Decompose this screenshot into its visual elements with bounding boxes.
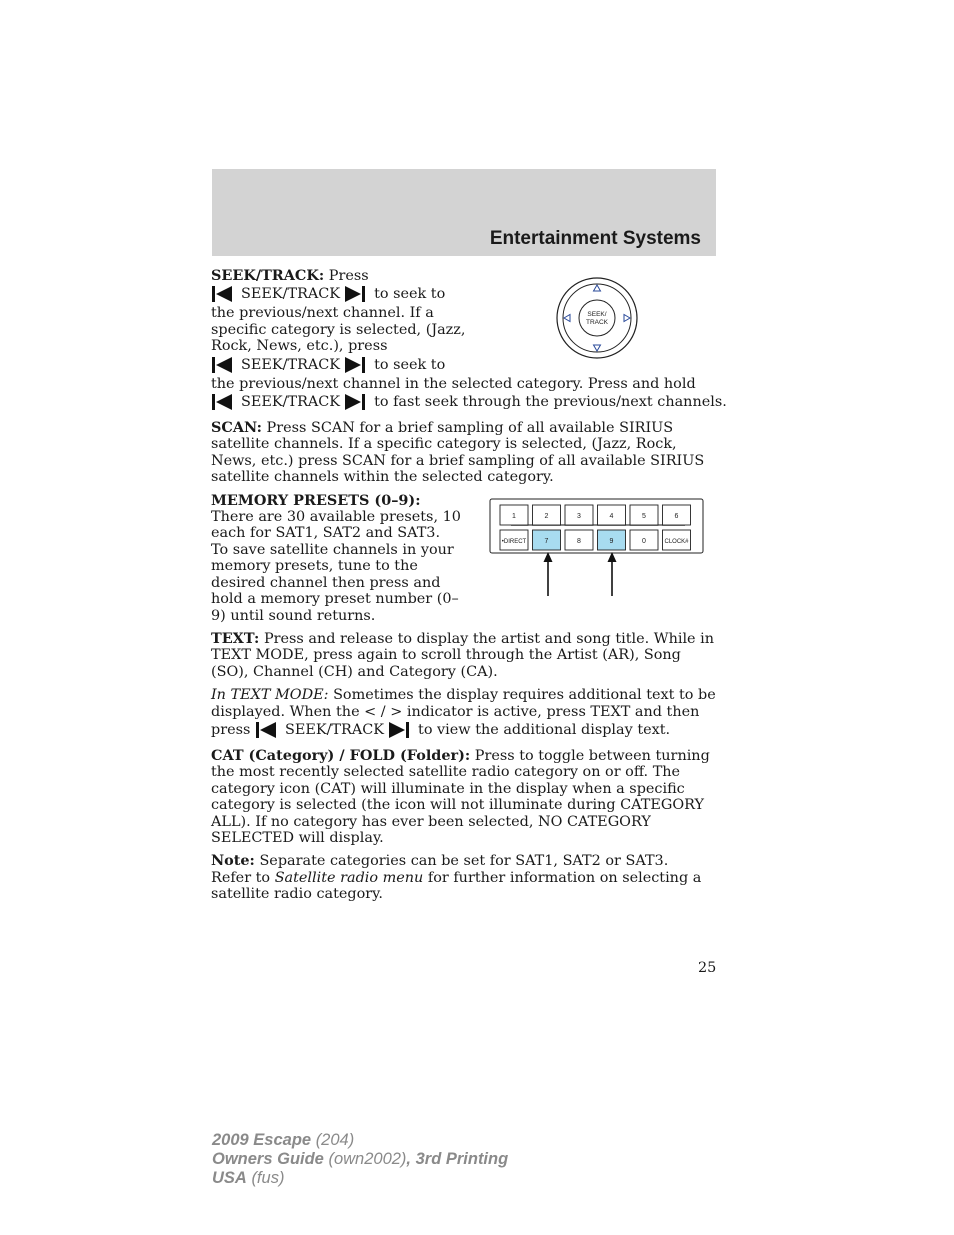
seek-button-line <box>211 284 716 305</box>
seek-previous-icon <box>211 356 233 374</box>
seek-track-section <box>211 267 727 413</box>
note-reference-title: Satellite radio menu <box>274 869 424 886</box>
cat-term: CAT (Category) / FOLD (Folder): <box>211 746 471 764</box>
seek-previous-icon <box>211 285 233 303</box>
footer-line-1: 2009 Escape (204) <box>212 1131 355 1149</box>
preset-key-label: 7 <box>544 538 549 545</box>
text-mode-lead: In TEXT MODE: <box>211 687 329 704</box>
text-term: TEXT: <box>211 629 260 647</box>
seek-after-1: to seek to <box>374 286 446 303</box>
header-band <box>212 169 716 256</box>
seek-after-3: to fast seek through the previous/next channels. <box>374 394 727 411</box>
memory-term: MEMORY PRESETS (0–9): <box>211 491 421 509</box>
seek-button-label: SEEK/TRACK <box>241 286 341 303</box>
note-line-1: Separate categories can be set for SAT1, SAT2 or SAT3. <box>259 853 669 870</box>
seek-press: Press <box>328 268 369 284</box>
cat-body: Press to toggle between turning the most recently selected satellite radio category on or off. The category icon (CAT) will illuminate in the display when a specific category is selected (the icon will not illuminate during CATEGORY ALL). If no category has ever been selected, NO CATEGORY SELECTED will display. <box>211 747 710 846</box>
footer <box>212 1131 508 1188</box>
preset-key-label: 2 <box>544 513 549 520</box>
preset-key-label: •DIRECT <box>501 539 527 545</box>
page-number: 25 <box>698 960 717 976</box>
scan-term: SCAN: <box>211 419 262 437</box>
preset-key-label: 0 <box>642 538 646 545</box>
note-refer: Refer to <box>211 869 271 886</box>
seek-button-line <box>211 355 716 376</box>
preset-key-label: 9 <box>609 538 614 545</box>
preset-key-label: 8 <box>577 538 581 545</box>
seek-after-2: to seek to <box>374 356 446 373</box>
footer-line-3: USA (fus) <box>212 1169 285 1187</box>
text-mode-section <box>211 687 716 741</box>
seek-previous-icon <box>211 393 233 411</box>
seek-term: SEEK/TRACK: <box>211 267 325 284</box>
seek-previous-icon <box>255 721 277 739</box>
note-section <box>211 853 716 902</box>
section-title: Entertainment Systems <box>489 228 701 249</box>
footer-line-2: Owners Guide (own2002), 3rd Printing <box>212 1150 509 1168</box>
seek-next-icon <box>344 285 366 303</box>
seek-button-label: SEEK/TRACK <box>284 721 385 738</box>
dial-label-line1: SEEK/ <box>587 311 607 318</box>
seek-button-label: SEEK/TRACK <box>241 356 341 373</box>
seek-button-label: SEEK/TRACK <box>241 394 341 411</box>
preset-key-label: CLOCK# <box>664 539 689 545</box>
seek-next-icon <box>388 721 410 739</box>
seek-button-line <box>211 392 727 413</box>
text-mode-after: to view the additional display text. <box>418 721 671 738</box>
note-reference-rest: for further information on selecting a satellite radio category. <box>211 869 702 903</box>
note-term: Note: <box>211 852 255 870</box>
page-content <box>211 267 727 910</box>
text-mode-button-line <box>211 720 716 741</box>
seek-text-5: the previous/next channel in the selected category. Press and hold <box>211 375 696 392</box>
preset-key-label: 3 <box>577 513 581 520</box>
seek-next-icon <box>344 356 366 374</box>
scan-body: Press SCAN for a brief sampling of all available SIRIUS satellite channels. If a specific category is selected, (Jazz, Rock, News, etc.) press SCAN for a brief sampling of all available SIRIUS satellite channels within the selected category. <box>211 420 705 486</box>
preset-key-label: 5 <box>642 513 646 520</box>
preset-key-label: 4 <box>609 513 614 520</box>
seek-text-3: specific category is selected, (Jazz, <box>211 321 466 338</box>
text-body: Press and release to display the artist and song title. While in TEXT MODE, press again to scroll through the Artist (AR), Song (SO), Channel (CH) and Category (CA). <box>211 630 715 680</box>
seek-text-4: Rock, News, etc.), press <box>211 338 388 355</box>
seek-text-2: the previous/next channel. If a <box>211 305 434 322</box>
memory-body: There are 30 available presets, 10 each for SAT1, SAT2 and SAT3. To save satellite channels in your memory presets, tune to the desired channel then press and hold a memory preset number (0–9) until sound returns. <box>211 509 461 624</box>
category-section <box>211 748 716 846</box>
text-mode-press: press <box>211 721 251 738</box>
dial-label-line2: TRACK <box>585 319 609 326</box>
preset-key-label: 1 <box>512 513 516 520</box>
scan-section <box>211 420 716 486</box>
memory-presets-section <box>211 493 461 624</box>
text-section <box>211 631 716 680</box>
text-mode-body: Sometimes the display requires additional text to be displayed. When the < / > indicator is active, press TEXT and then <box>211 687 716 720</box>
seek-next-icon <box>344 393 366 411</box>
preset-key-label: 6 <box>674 513 679 520</box>
